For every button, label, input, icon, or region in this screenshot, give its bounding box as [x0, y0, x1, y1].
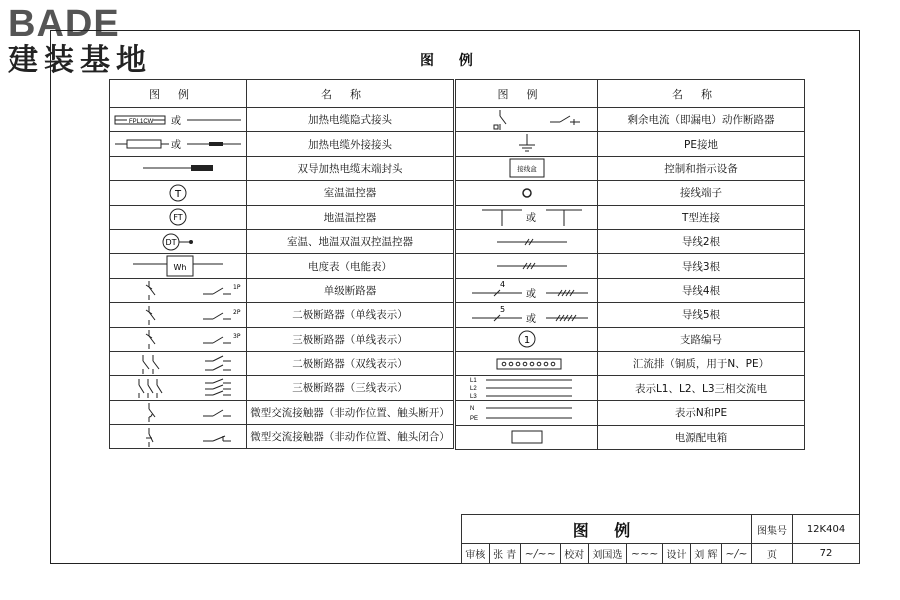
- or-text: 或: [525, 213, 536, 225]
- check-label: 校对: [560, 544, 588, 564]
- table-row: [110, 132, 454, 156]
- atlas-number: 12K404: [793, 515, 860, 544]
- row-name: 支路编号: [598, 327, 805, 351]
- floor-thermostat-icon: [110, 205, 247, 229]
- checker-signature: ~~~: [627, 544, 663, 564]
- row-name: 二极断路器（双线表示）: [247, 351, 454, 375]
- three-pole-breaker-triple-line-icon: [110, 376, 247, 400]
- cable-external-joint-icon: [110, 132, 247, 156]
- row-name: 导线2根: [598, 229, 805, 253]
- four-wires-icon: [456, 278, 598, 302]
- table-row: [456, 351, 805, 375]
- symbol-label: 接线盒: [516, 165, 537, 174]
- row-name: 微型交流接触器（非动作位置、触头闭合）: [247, 425, 454, 449]
- pe-ground-icon: [456, 132, 598, 156]
- two-wires-icon: [456, 229, 598, 253]
- svg-text:L2: L2: [469, 386, 477, 393]
- pole-label: 2P: [233, 308, 241, 316]
- dual-thermostat-icon: [110, 229, 247, 253]
- row-name: 导线3根: [598, 254, 805, 278]
- legend-table-right: [455, 79, 805, 450]
- header-name: 名称: [247, 80, 454, 108]
- reviewer-name: 张 青: [489, 544, 520, 564]
- table-row: [110, 229, 454, 253]
- table-header-row: [110, 80, 454, 108]
- t-connection-icon: [456, 205, 598, 229]
- three-pole-breaker-single-line-icon: [110, 327, 247, 351]
- table-row: [456, 108, 805, 132]
- logo-wordmark: BADE: [8, 3, 120, 45]
- row-name: PE接地: [598, 132, 805, 156]
- page-number: 72: [793, 544, 860, 564]
- or-text: 或: [525, 313, 536, 325]
- reviewer-signature: ~/~~: [520, 544, 560, 564]
- table-row: [110, 108, 454, 132]
- rcd-breaker-icon: [456, 108, 598, 132]
- row-name: 导线4根: [598, 278, 805, 302]
- symbol-label: 1: [523, 335, 530, 347]
- row-name: 室温温控器: [247, 181, 454, 205]
- symbol-label: T: [174, 188, 182, 200]
- row-name: 导线5根: [598, 303, 805, 327]
- row-name: 双导加热电缆末端封头: [247, 156, 454, 180]
- contactor-open-icon: [110, 400, 247, 424]
- checker-name: 刘国选: [588, 544, 627, 564]
- table-row: [456, 376, 805, 401]
- row-name: 三极断路器（三线表示）: [247, 376, 454, 400]
- table-row: [110, 254, 454, 278]
- contactor-closed-icon: [110, 425, 247, 449]
- table-row: [110, 351, 454, 375]
- design-label: 设计: [663, 544, 691, 564]
- designer-name: 刘 辉: [690, 544, 721, 564]
- review-label: 审核: [462, 544, 490, 564]
- atlas-number-label: 图集号: [752, 515, 793, 544]
- table-row: [456, 327, 805, 351]
- table-row: [456, 205, 805, 229]
- row-name: 表示L1、L2、L3三相交流电: [598, 376, 805, 401]
- energy-meter-icon: [110, 254, 247, 278]
- svg-text:L3: L3: [469, 394, 477, 401]
- row-name: 电度表（电能表）: [247, 254, 454, 278]
- n-pe-icon: [456, 401, 598, 425]
- symbol-label: DT: [165, 237, 177, 247]
- three-wires-icon: [456, 254, 598, 278]
- table-row: [456, 425, 805, 449]
- svg-text:PE: PE: [469, 415, 478, 422]
- wire-count: 4: [499, 280, 505, 290]
- row-name: 加热电缆隐式接头: [247, 108, 454, 132]
- joint-code: FPL1CW: [129, 118, 154, 125]
- table-row: [110, 278, 454, 302]
- svg-text:N: N: [469, 405, 474, 412]
- table-row: [110, 205, 454, 229]
- table-row: [110, 156, 454, 180]
- table-row: [456, 156, 805, 180]
- header-name: 名称: [598, 80, 805, 108]
- row-name: 表示N和PE: [598, 401, 805, 425]
- table-header-row: [456, 80, 805, 108]
- two-pole-breaker-single-line-icon: [110, 303, 247, 327]
- cable-end-cap-icon: [110, 156, 247, 180]
- branch-number-icon: [456, 327, 598, 351]
- table-row: [456, 401, 805, 425]
- row-name: 电源配电箱: [598, 425, 805, 449]
- row-name: 室温、地温双温双控温控器: [247, 229, 454, 253]
- legend-table-left: [109, 79, 454, 449]
- symbol-label: Wh: [173, 263, 187, 273]
- title-block-title: 图 例: [462, 515, 752, 544]
- page-label: 页: [752, 544, 793, 564]
- table-row: [456, 303, 805, 327]
- pole-label: 1P: [233, 284, 241, 292]
- symbol-label: FT: [173, 213, 183, 223]
- five-wires-icon: [456, 303, 598, 327]
- header-symbol: 图例: [110, 80, 247, 108]
- row-name: T型连接: [598, 205, 805, 229]
- table-row: [110, 303, 454, 327]
- table-row: [456, 278, 805, 302]
- two-pole-breaker-double-line-icon: [110, 351, 247, 375]
- row-name: 剩余电流（即漏电）动作断路器: [598, 108, 805, 132]
- table-row: [110, 400, 454, 424]
- sheet-title: 图 例: [420, 53, 483, 69]
- table-row: [110, 376, 454, 400]
- row-name: 控制和指示设备: [598, 156, 805, 180]
- busbar-icon: [456, 351, 598, 375]
- row-name: 接线端子: [598, 181, 805, 205]
- table-row: [110, 181, 454, 205]
- row-name: 地温温控器: [247, 205, 454, 229]
- logo-chinese: 建装基地: [8, 43, 152, 78]
- table-row: [456, 229, 805, 253]
- row-name: 汇流排（铜质，用于N、PE）: [598, 351, 805, 375]
- table-row: [110, 327, 454, 351]
- table-row: [456, 132, 805, 156]
- designer-signature: ~/~: [721, 544, 751, 564]
- table-row: [110, 425, 454, 449]
- pole-label: 3P: [233, 333, 241, 341]
- or-text: 或: [171, 140, 181, 152]
- or-text: 或: [525, 289, 536, 301]
- header-symbol: 图例: [456, 80, 598, 108]
- single-pole-breaker-icon: [110, 278, 247, 302]
- distribution-box-icon: [456, 425, 598, 449]
- control-box-icon: [456, 156, 598, 180]
- three-phase-icon: [456, 376, 598, 401]
- row-name: 加热电缆外接接头: [247, 132, 454, 156]
- terminal-icon: [456, 181, 598, 205]
- wire-count: 5: [499, 304, 505, 314]
- row-name: 微型交流接触器（非动作位置、触头断开）: [247, 400, 454, 424]
- table-row: [456, 181, 805, 205]
- row-name: 二极断路器（单线表示）: [247, 303, 454, 327]
- row-name: 三极断路器（单线表示）: [247, 327, 454, 351]
- room-thermostat-icon: [110, 181, 247, 205]
- cable-hidden-joint-icon: [110, 108, 247, 132]
- or-text: 或: [171, 115, 181, 127]
- svg-text:L1: L1: [469, 378, 477, 385]
- row-name: 单级断路器: [247, 278, 454, 302]
- title-block: [461, 514, 860, 564]
- table-row: [456, 254, 805, 278]
